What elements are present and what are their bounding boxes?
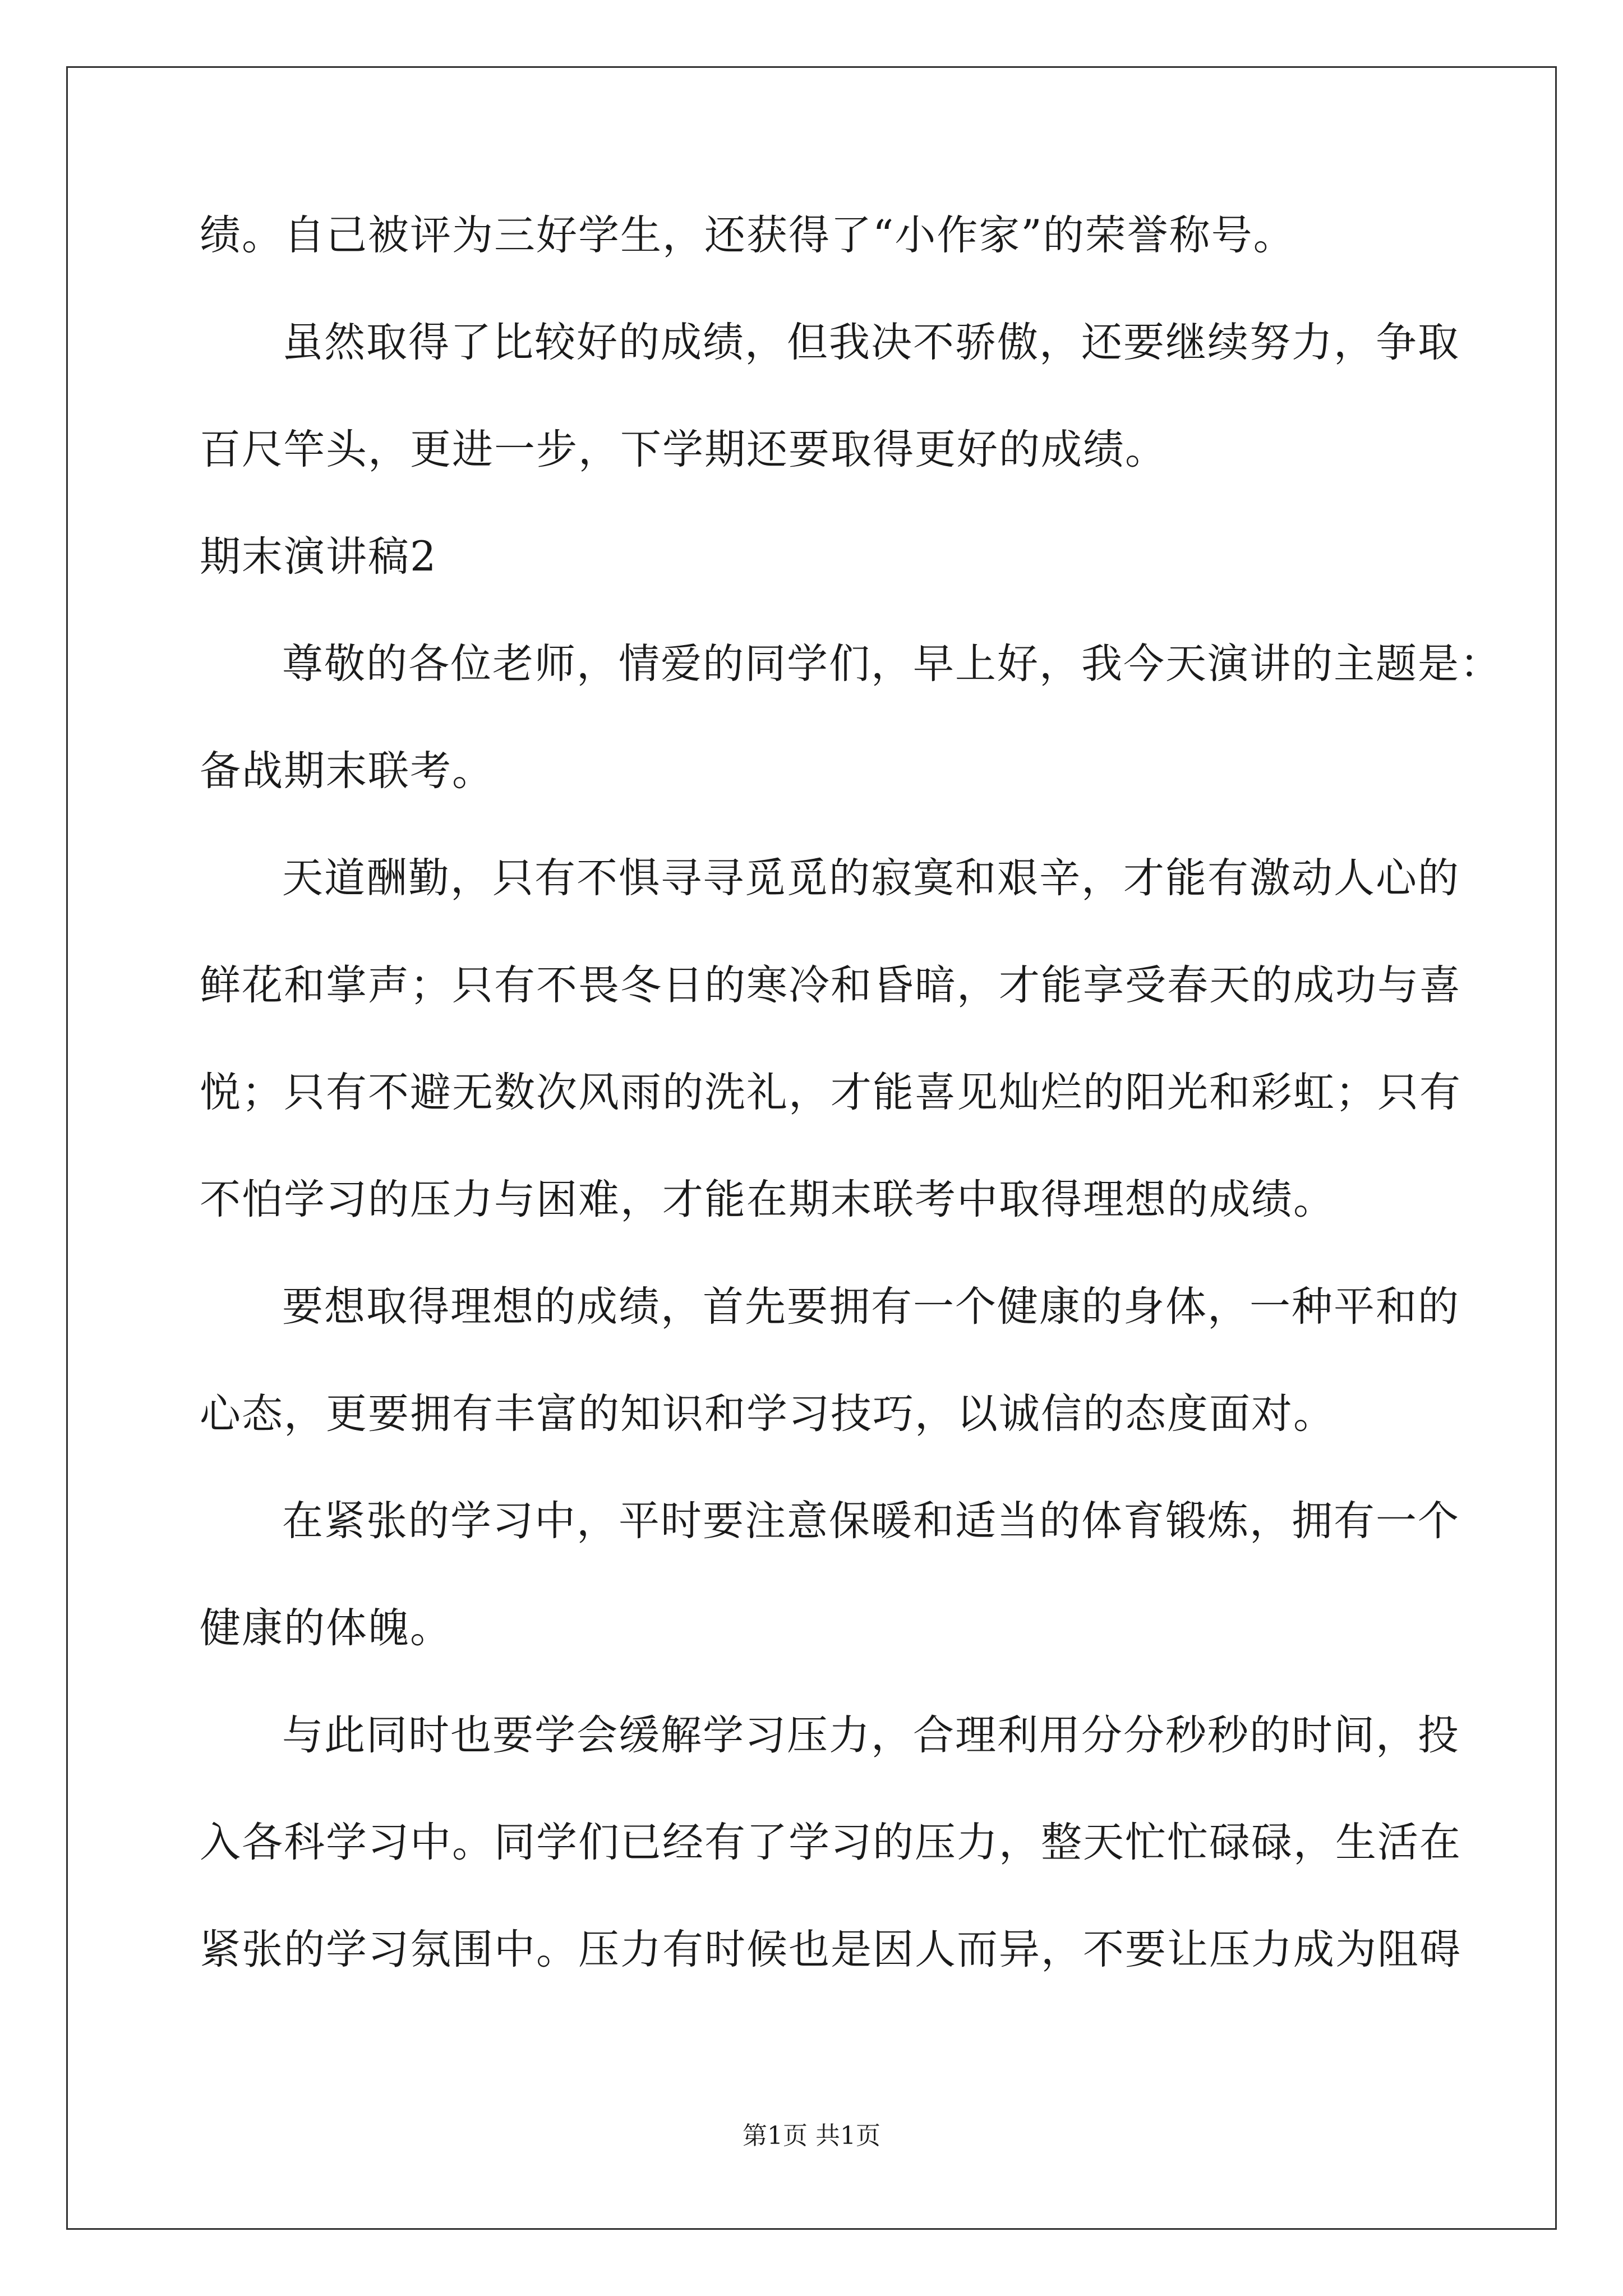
- text-line: 入各科学习中。同学们已经有了学习的压力，整天忙忙碌碌，生活在: [200, 1819, 1461, 1866]
- text-line: 不怕学习的压力与困难，才能在期末联考中取得理想的成绩。: [200, 1176, 1335, 1223]
- text-line: 百尺竿头，更进一步，下学期还要取得更好的成绩。: [200, 426, 1167, 473]
- section-heading: 期末演讲稿2: [200, 533, 437, 581]
- text-line: 悦；只有不避无数次风雨的洗礼，才能喜见灿烂的阳光和彩虹；只有: [200, 1069, 1461, 1116]
- text-line: 绩。自己被评为三好学生，还获得了“小作家”的荣誉称号。: [200, 211, 1295, 259]
- paragraph-start: 天道酬勤，只有不惧寻寻觅觅的寂寞和艰辛，才能有激动人心的: [282, 854, 1460, 902]
- text-line: 心态，更要拥有丰富的知识和学习技巧，以诚信的态度面对。: [200, 1390, 1335, 1438]
- text-line: 备战期末联考。: [200, 747, 494, 795]
- text-line: 健康的体魄。: [200, 1604, 452, 1652]
- page-footer: 第1页 共1页: [743, 2122, 880, 2150]
- paragraph-start: 尊敬的各位老师，情爱的同学们，早上好，我今天演讲的主题是：: [282, 640, 1502, 688]
- paragraph-start: 要想取得理想的成绩，首先要拥有一个健康的身体，一种平和的: [282, 1283, 1460, 1331]
- text-line: 鲜花和掌声；只有不畏冬日的寒冷和昏暗，才能享受春天的成功与喜: [200, 961, 1461, 1009]
- text-line: 紧张的学习氛围中。压力有时候也是因人而异，不要让压力成为阻碍: [200, 1926, 1461, 1973]
- paragraph-start: 虽然取得了比较好的成绩，但我决不骄傲，还要继续努力，争取: [282, 319, 1460, 366]
- paragraph-start: 与此同时也要学会缓解学习压力，合理利用分分秒秒的时间，投: [282, 1711, 1460, 1759]
- paragraph-start: 在紧张的学习中，平时要注意保暖和适当的体育锻炼，拥有一个: [282, 1497, 1460, 1545]
- page-border: [66, 66, 1557, 2230]
